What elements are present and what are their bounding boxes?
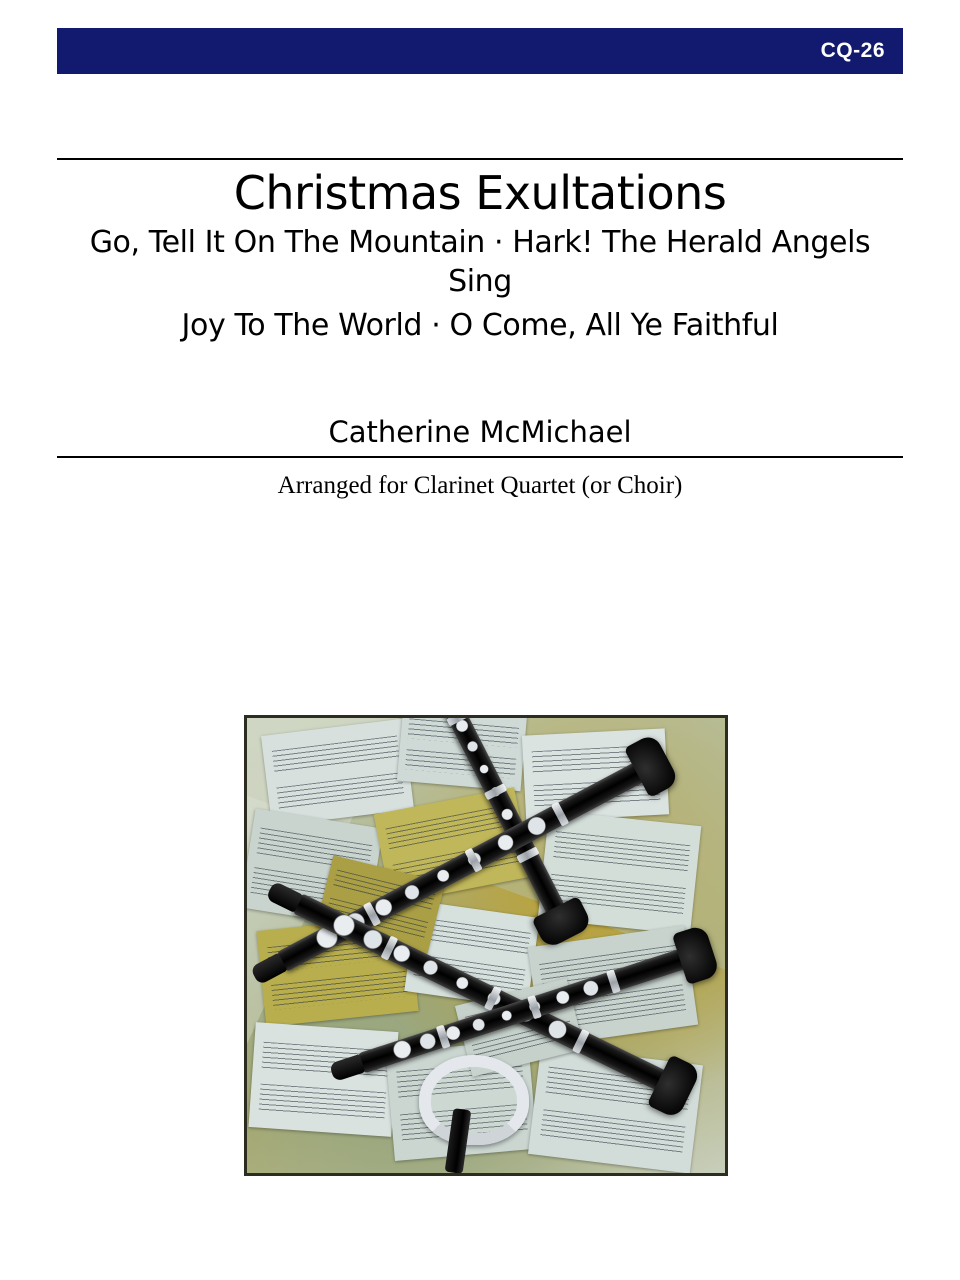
subtitle-line-1: Go, Tell It On The Mountain · Hark! The Herald Angels Sing	[89, 224, 871, 300]
title-rule-bottom	[57, 456, 903, 458]
catalog-bar	[57, 28, 903, 74]
cover-artwork	[244, 715, 728, 1176]
bass-clarinet-neck-icon	[419, 1055, 505, 1167]
catalog-code: CQ-26	[820, 39, 885, 62]
subtitle-line-2: Joy To The World · O Come, All Ye Faithful	[181, 307, 779, 343]
arrangement-note: Arranged for Clarinet Quartet (or Choir)	[277, 472, 683, 499]
title-block	[57, 160, 903, 345]
page-title: Christmas Exultations	[233, 166, 727, 220]
composer-name: Catherine McMichael	[328, 415, 632, 449]
bass-clarinet-curve	[419, 1055, 529, 1145]
sheet-music-scrap	[248, 1023, 398, 1137]
